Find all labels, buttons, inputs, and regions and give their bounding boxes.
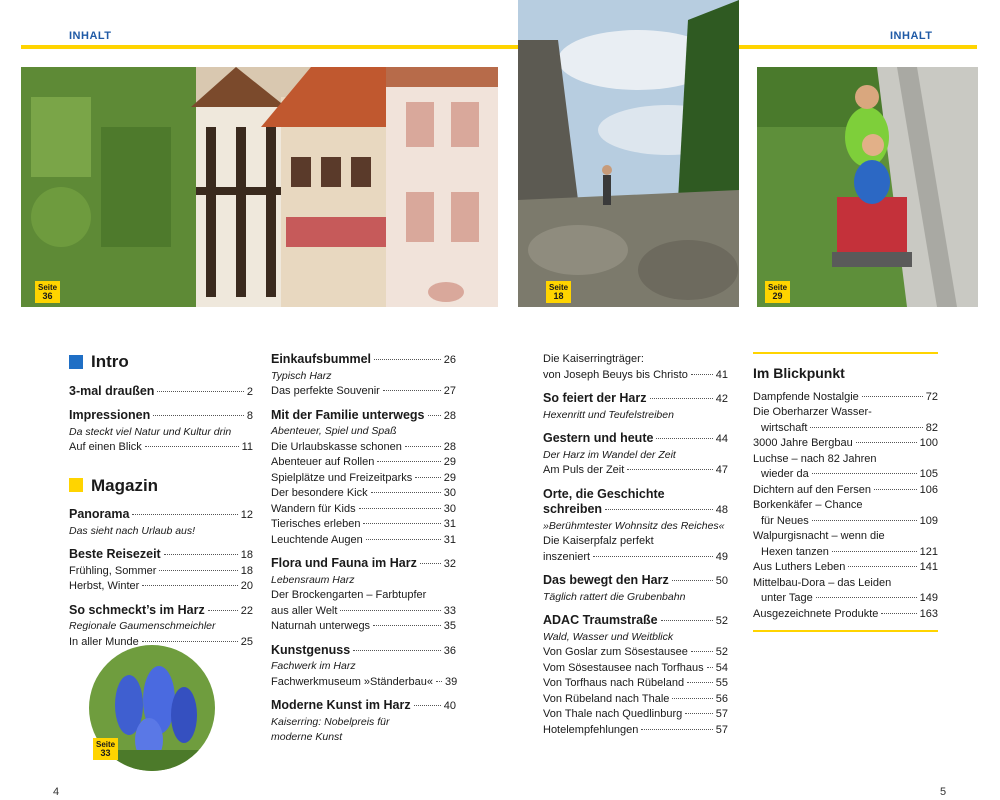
entry-item: wieder da [761, 468, 809, 480]
entry-page: 25 [240, 635, 253, 648]
entry-item: Ausgezeichnete Produkte [753, 607, 879, 620]
entry-page: 27 [443, 385, 456, 397]
entry-item: In aller Munde [69, 635, 139, 648]
entry-subtitle: Abenteuer, Spiel und Spaß [271, 425, 397, 437]
toc-entry[interactable] [543, 573, 728, 605]
toc-entry[interactable] [271, 698, 456, 746]
entry-page: 39 [445, 675, 458, 688]
entry-item: von Joseph Beuys bis Christo [543, 368, 688, 381]
toc-column-4 [753, 352, 938, 644]
blickpunkt-top-rule [753, 352, 938, 354]
entry-page: 18 [240, 549, 253, 561]
entry-title: So feiert der Harz [543, 391, 647, 405]
entry-item: Fachwerkmuseum »Ständerbau« [271, 675, 434, 688]
toc-entry[interactable] [543, 352, 728, 383]
entry-item: aus aller Welt [271, 604, 338, 617]
toc-column-2 [271, 352, 456, 754]
entry-item: Aus Luthers Leben [753, 561, 846, 573]
entry-page: 29 [443, 456, 456, 468]
entry-page: 29 [443, 471, 456, 484]
toc-entry[interactable] [271, 408, 456, 549]
toc-entry[interactable] [543, 391, 728, 423]
entry-item: Borkenkäfer – Chance [753, 499, 863, 511]
entry-page: 18 [240, 564, 253, 577]
section-intro-heading [69, 354, 253, 370]
page-number-right: 5 [940, 786, 947, 798]
section-title: Intro [91, 352, 129, 371]
entry-page: 57 [715, 723, 728, 736]
badge-number: 33 [100, 748, 111, 758]
entry-subtitle: Fachwerk im Harz [271, 660, 356, 672]
list-item[interactable] [753, 483, 938, 499]
entry-subtitle: Typisch Harz [271, 369, 332, 382]
entry-item: Herbst, Winter [69, 580, 140, 592]
entry-page: 31 [443, 518, 456, 530]
list-item[interactable] [753, 436, 938, 452]
entry-page: 54 [715, 661, 728, 674]
entry-page: 149 [919, 592, 938, 604]
entry-item: Naturnah unterwegs [271, 620, 371, 632]
entry-subtitle: Da steckt viel Natur und Kultur drin [69, 425, 232, 438]
entry-item: Vom Sösestausee nach Torfhaus [543, 661, 704, 674]
entry-item: wirtschaft [761, 421, 808, 434]
toc-entry[interactable] [543, 431, 728, 479]
entry-page: 72 [925, 390, 938, 403]
entry-page: 28 [443, 440, 456, 453]
toc-column-1 [69, 352, 253, 658]
entry-subtitle: Wald, Wasser und Weitblick [543, 630, 674, 643]
entry-page: 31 [443, 533, 456, 546]
entry-item: Abenteuer auf Rollen [271, 456, 375, 468]
entry-page: 121 [919, 545, 938, 558]
entry-item: Walpurgisnacht – wenn die [753, 530, 885, 542]
photo-toboggan-ride [757, 67, 978, 307]
entry-title: Flora und Fauna im Harz [271, 556, 417, 570]
entry-item: Von Torfhaus nach Rübeland [543, 677, 685, 689]
list-item[interactable] [753, 560, 938, 576]
entry-page: 57 [715, 708, 728, 720]
entry-page: 28 [443, 409, 456, 422]
entry-subtitle: moderne Kunst [271, 731, 343, 743]
toc-column-3 [543, 352, 728, 746]
blickpunkt-bottom-rule [753, 630, 938, 632]
entry-item: Von Goslar zum Sösestausee [543, 646, 688, 658]
entry-page: 2 [246, 385, 253, 398]
entry-item: für Neues [761, 514, 809, 527]
entry-page: 12 [240, 509, 253, 521]
entry-item: Wandern für Kids [271, 502, 356, 515]
entry-title: Das bewegt den Harz [543, 573, 669, 587]
entry-item: Tierisches erleben [271, 518, 361, 530]
blickpunkt-title: Im Blickpunkt [753, 365, 845, 381]
toc-entry[interactable] [69, 408, 253, 456]
entry-title: Orte, die Geschichte [543, 486, 665, 501]
entry-page: 50 [715, 575, 728, 587]
entry-subtitle: Hexenritt und Teufelstreiben [543, 408, 674, 421]
entry-item: Von Thale nach Quedlinburg [543, 708, 683, 720]
entry-title: Panorama [69, 507, 130, 521]
page-badge [546, 281, 571, 303]
entry-page: 26 [443, 354, 456, 366]
entry-subtitle: Regionale Gaumenschmeichler [69, 620, 216, 632]
badge-number: 18 [553, 291, 564, 301]
badge-label: Seite [768, 283, 788, 292]
entry-page: 52 [715, 615, 728, 627]
entry-subtitle: »Berühmtester Wohnsitz des Reiches« [543, 519, 725, 532]
entry-page: 52 [715, 646, 728, 658]
entry-page: 82 [925, 421, 938, 434]
badge-label: Seite [96, 740, 116, 749]
entry-item: Die Urlaubskasse schonen [271, 440, 402, 453]
list-item[interactable] [753, 405, 938, 436]
entry-item: 3000 Jahre Bergbau [753, 437, 853, 449]
entry-page: 30 [443, 502, 456, 515]
entry-item: Die Kaiserringträger: [543, 353, 644, 365]
section-magazin-heading [69, 475, 253, 495]
entry-page: 11 [241, 441, 253, 453]
entry-page: 100 [919, 437, 938, 449]
entry-page: 20 [240, 580, 253, 592]
entry-item: Dichtern auf den Fersen [753, 483, 872, 496]
entry-page: 56 [715, 692, 728, 705]
entry-item: Der besondere Kick [271, 487, 368, 499]
entry-subtitle: Kaiserring: Nobelpreis für [271, 715, 390, 728]
entry-item: Leuchtende Augen [271, 533, 363, 546]
entry-subtitle: Lebensraum Harz [271, 573, 355, 586]
entry-item: Die Oberharzer Wasser- [753, 406, 872, 418]
entry-title: 3-mal draußen [69, 383, 155, 398]
entry-page: 163 [919, 607, 938, 620]
entry-page: 36 [443, 644, 456, 657]
toc-entry[interactable] [69, 384, 253, 401]
photo-hiker-rocks [518, 0, 739, 307]
entry-subtitle: Das sieht nach Urlaub aus! [69, 524, 196, 537]
entry-page: 22 [240, 604, 253, 617]
entry-item: Das perfekte Souvenir [271, 385, 380, 397]
page-badge [93, 738, 118, 760]
entry-page: 8 [246, 410, 253, 422]
yellow-square-icon [69, 478, 83, 492]
entry-page: 48 [715, 504, 728, 516]
entry-page: 41 [715, 368, 728, 381]
entry-title: Einkaufsbummel [271, 352, 372, 366]
entry-item: unter Tage [761, 592, 813, 604]
entry-title: Impressionen [69, 408, 151, 422]
entry-title: Moderne Kunst im Harz [271, 698, 411, 712]
entry-title: Gestern und heute [543, 431, 654, 445]
toc-entry[interactable] [271, 643, 456, 691]
blue-square-icon [69, 355, 83, 369]
entry-title: Beste Reisezeit [69, 547, 161, 561]
entry-item: Von Rübeland nach Thale [543, 692, 670, 705]
entry-page: 35 [443, 620, 456, 632]
entry-title: So schmeckt’s im Harz [69, 602, 205, 617]
entry-page: 141 [919, 561, 938, 573]
section-title: Magazin [91, 475, 159, 495]
entry-title: ADAC Traumstraße [543, 613, 658, 627]
toc-entry[interactable] [543, 487, 728, 566]
entry-page: 40 [443, 700, 456, 712]
entry-item: Spielplätze und Freizeitparks [271, 471, 413, 484]
badge-label: Seite [38, 283, 58, 292]
list-item[interactable] [753, 498, 938, 529]
entry-item: Frühling, Sommer [69, 564, 157, 577]
list-item[interactable] [753, 529, 938, 560]
entry-item: inszeniert [543, 550, 591, 563]
list-item[interactable] [753, 576, 938, 607]
entry-page: 44 [715, 433, 728, 445]
entry-subtitle: Der Harz im Wandel der Zeit [543, 448, 676, 461]
entry-page: 55 [715, 677, 728, 689]
entry-page: 47 [715, 464, 728, 476]
page-badge [765, 281, 790, 303]
page-header-right: INHALT [890, 30, 933, 42]
entry-item: Am Puls der Zeit [543, 464, 625, 476]
toc-entry[interactable] [543, 613, 728, 738]
toc-entry[interactable] [271, 556, 456, 635]
entry-title: Mit der Familie unterwegs [271, 407, 425, 422]
list-item[interactable] [753, 390, 938, 406]
entry-page: 109 [919, 514, 938, 527]
entry-page: 32 [443, 558, 456, 570]
entry-page: 33 [443, 604, 456, 617]
toc-entry[interactable] [69, 507, 253, 539]
entry-page: 105 [919, 468, 938, 480]
header-rule-left [21, 45, 518, 49]
toc-entry[interactable] [271, 352, 456, 400]
entry-subtitle: Täglich rattert die Grubenbahn [543, 590, 686, 603]
entry-page: 30 [443, 487, 456, 499]
entry-item: Der Brockengarten – Farbtupfer [271, 589, 427, 601]
photo-town-houses [21, 67, 498, 307]
toc-entry[interactable] [69, 603, 253, 651]
entry-title: schreiben [543, 502, 603, 516]
entry-item: Hexen tanzen [761, 545, 829, 558]
badge-number: 29 [772, 291, 783, 301]
entry-item: Luchse – nach 82 Jahren [753, 452, 877, 465]
entry-item: Dampfende Nostalgie [753, 390, 859, 403]
badge-label: Seite [549, 283, 569, 292]
list-item[interactable] [753, 452, 938, 483]
badge-number: 36 [42, 291, 53, 301]
page-badge [35, 281, 60, 303]
entry-page: 42 [715, 393, 728, 405]
entry-page: 49 [715, 550, 728, 563]
list-item[interactable] [753, 607, 938, 623]
header-rule-right [739, 45, 977, 49]
entry-page: 106 [919, 483, 938, 496]
entry-item: Mittelbau-Dora – das Leiden [753, 576, 892, 589]
page-header-left: INHALT [69, 30, 112, 42]
entry-item: Hotelempfehlungen [543, 723, 639, 736]
entry-title: Kunstgenuss [271, 642, 351, 657]
entry-item: Auf einen Blick [69, 441, 142, 453]
toc-entry[interactable] [69, 547, 253, 595]
page-number-left: 4 [53, 786, 60, 798]
entry-item: Die Kaiserpfalz perfekt [543, 535, 654, 547]
